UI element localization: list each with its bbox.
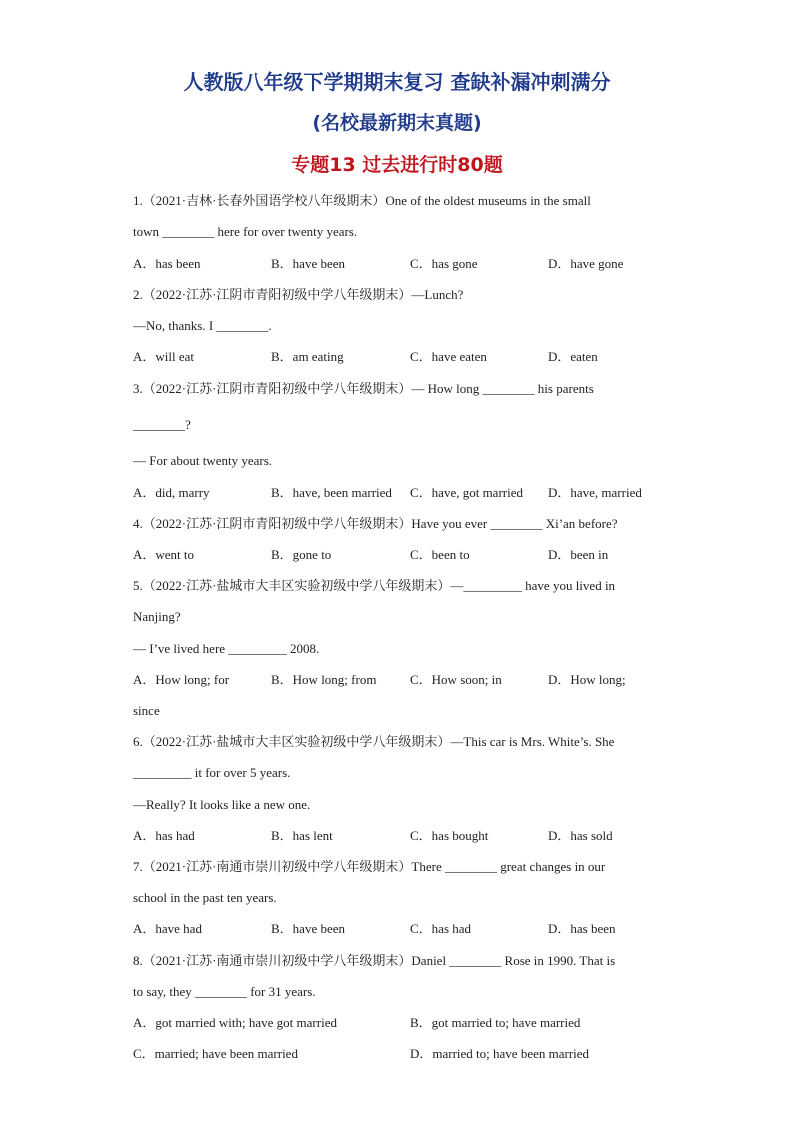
question-5-text: Nanjing? [133, 609, 181, 624]
question-1-text: town ________ here for over twenty years. [133, 224, 358, 239]
question-6-option-d: D．has sold [548, 828, 613, 843]
question-2-option-c: C．have eaten [410, 349, 487, 364]
question-4-option-c: C．been to [410, 547, 470, 562]
question-5-option-d-wrap: since [133, 703, 160, 718]
question-5-text: 5.（2022·江苏·盐城市大丰区实验初级中学八年级期末）—_________ have you lived in [133, 578, 616, 593]
question-1-option-c: C．has gone [410, 256, 478, 271]
question-3-option-c: C．have, got married [410, 485, 523, 500]
document-title: 人教版八年级下学期期末复习 查缺补漏冲刺满分 [183, 70, 611, 94]
question-6-option-b: B．has lent [271, 828, 333, 843]
question-8-text: 8.（2021·江苏·南通市崇川初级中学八年级期末）Daniel ________ Rose in 1990. That is [133, 953, 616, 968]
question-2-option-d: D．eaten [548, 349, 598, 364]
question-7-option-a: A．have had [133, 921, 202, 936]
question-4-text: 4.（2022·江苏·江阴市青阳初级中学八年级期末）Have you ever ________ Xi’an before? [133, 516, 618, 531]
question-4-option-b: B．gone to [271, 547, 332, 562]
question-1-option-a: A．has been [133, 256, 201, 271]
question-7-text: school in the past ten years. [133, 890, 277, 905]
question-3-text: 3.（2022·江苏·江阴市青阳初级中学八年级期末）— How long ________ his parents [133, 381, 594, 396]
question-5-text: — I’ve lived here _________ 2008. [133, 641, 320, 656]
question-2-option-a: A．will eat [133, 349, 195, 364]
document-subtitle: (名校最新期末真题) [312, 112, 482, 134]
question-5-option-b: B．How long; from [271, 672, 377, 687]
question-5-option-a: A．How long; for [133, 672, 230, 687]
question-3-option-b: B．have, been married [271, 485, 392, 500]
question-3-text: ________? [133, 417, 191, 432]
question-6-text: —Really? It looks like a new one. [133, 797, 311, 812]
question-7-option-b: B．have been [271, 921, 346, 936]
question-2-text: —No, thanks. I ________. [133, 318, 272, 333]
question-6-text: 6.（2022·江苏·盐城市大丰区实验初级中学八年级期末）—This car is Mrs. White’s. She [133, 734, 615, 749]
question-1-option-d: D．have gone [548, 256, 624, 271]
topic-title: 专题13 过去进行时80题 [291, 154, 503, 176]
question-3-option-d: D．have, married [548, 485, 642, 500]
question-3-option-a: A．did, marry [133, 485, 210, 500]
question-8-option-b: B．got married to; have married [410, 1015, 581, 1030]
question-8-option-d: D．married to; have been married [410, 1046, 590, 1061]
question-8-option-a: A．got married with; have got married [133, 1015, 337, 1030]
question-2-text: 2.（2022·江苏·江阴市青阳初级中学八年级期末）—Lunch? [133, 287, 464, 302]
question-6-text: _________ it for over 5 years. [133, 765, 291, 780]
question-7-option-d: D．has been [548, 921, 616, 936]
question-8-text: to say, they ________ for 31 years. [133, 984, 316, 999]
question-2-option-b: B．am eating [271, 349, 344, 364]
question-5-option-d: D．How long; [548, 672, 626, 687]
question-4-option-d: D．been in [548, 547, 609, 562]
question-8-option-c: C．married; have been married [133, 1046, 298, 1061]
question-3-text: — For about twenty years. [133, 453, 273, 468]
question-1-text: 1.（2021·吉林·长春外国语学校八年级期末）One of the oldest museums in the small [133, 193, 591, 208]
question-1-option-b: B．have been [271, 256, 346, 271]
question-7-text: 7.（2021·江苏·南通市崇川初级中学八年级期末）There ________ great changes in our [133, 859, 606, 874]
question-7-option-c: C．has had [410, 921, 472, 936]
question-4-option-a: A．went to [133, 547, 195, 562]
question-6-option-c: C．has bought [410, 828, 489, 843]
question-6-option-a: A．has had [133, 828, 195, 843]
question-5-option-c: C．How soon; in [410, 672, 502, 687]
